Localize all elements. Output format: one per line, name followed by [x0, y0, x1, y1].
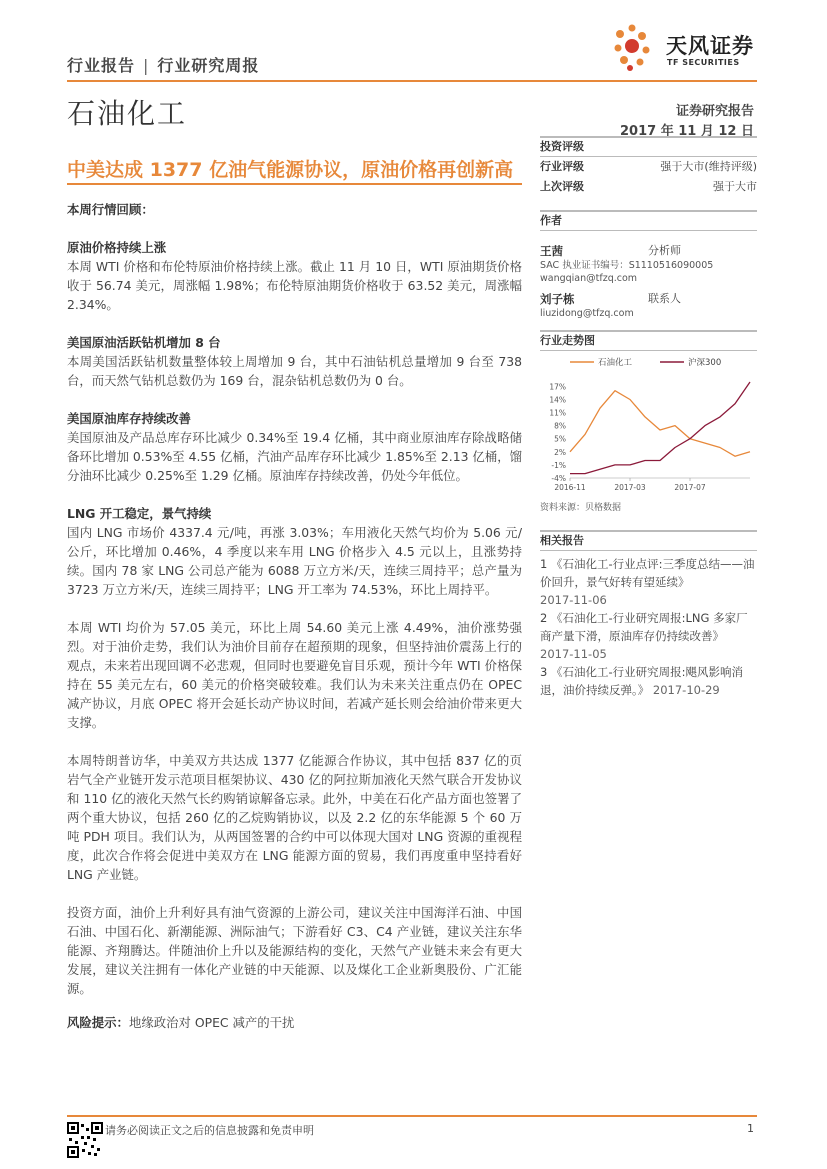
rating-box: [540, 136, 757, 197]
author-name: 王茜: [540, 244, 563, 258]
risk-note: [67, 1013, 294, 1031]
related-box: [540, 530, 757, 699]
legend-label: 沪深300: [688, 358, 722, 368]
industry-title: 石油化工: [67, 97, 188, 130]
report-subtype-label: 行业研究周报: [157, 56, 260, 75]
x-tick-label: 2017-07: [674, 483, 706, 492]
y-tick-label: 14%: [549, 395, 566, 405]
y-tick-label: -4%: [551, 474, 566, 483]
section-title: 美国原油库存持续改善: [67, 411, 191, 426]
section-title: LNG 开工稳定，景气持续: [67, 506, 212, 521]
report-category: [67, 53, 259, 76]
related-report[interactable]: [540, 609, 757, 663]
related-report[interactable]: [540, 663, 757, 699]
related-title: 相关报告: [540, 532, 757, 551]
y-tick-label: 2%: [554, 447, 566, 457]
y-tick-label: 11%: [549, 408, 566, 418]
related-report-date: 2017-10-29: [652, 683, 720, 697]
authors-box: [540, 210, 757, 320]
section-title: 原油价格持续上涨: [67, 240, 167, 255]
author-role: 分析师: [648, 244, 681, 257]
trend-title: 行业走势图: [540, 332, 757, 351]
trend-box: [540, 330, 757, 351]
rating-value: 强于大市(维持评级): [660, 160, 757, 173]
qr-code-icon: [67, 1122, 103, 1158]
headline: 中美达成 1377 亿油气能源协议，原油价格再创新高: [67, 159, 514, 181]
rating-row: [540, 177, 757, 197]
related-report-date: 2017-11-06: [540, 593, 607, 607]
report-type-label: 行业报告: [67, 56, 136, 75]
x-tick-label: 2017-03: [614, 483, 646, 492]
section-text: 本周美国活跃钻机数量整体较上周增加 9 台，其中石油钻机总量增加 9 台至 738 台，而天然气钻机总数仍为 169 台，混杂钻机总数仍为 0 台。: [67, 354, 522, 388]
industry-trend-chart: [540, 350, 757, 495]
main-body: [67, 200, 522, 998]
related-report-date: 2017-11-05: [540, 647, 607, 661]
y-tick-label: 8%: [554, 421, 566, 431]
section-text: 美国原油及产品总库存环比减少 0.34%至 19.4 亿桶，其中商业原油库存除战略储备环比增加 0.53%至 4.55 亿桶，汽油产品库存环比减少 1.85%至 2.13 亿桶，馏分油环比减少 0.25%至 1.29 亿桶。原油库存持续改善，仍处今年低位。: [67, 430, 522, 483]
rating-key: 上次评级: [540, 180, 584, 193]
author-email[interactable]: liuzidong@tfzq.com: [540, 308, 634, 319]
rating-row: [540, 157, 757, 177]
header-separator: |: [143, 56, 150, 75]
series-line: [570, 391, 750, 457]
legend-label: 石油化工: [598, 358, 633, 368]
brand-name-cn: 天风证券: [666, 34, 754, 58]
headline-divider: [67, 183, 522, 185]
section-title: 美国原油活跃钻机增加 8 台: [67, 335, 221, 350]
rating-key: 行业评级: [540, 160, 584, 173]
x-tick-label: 2016-11: [554, 483, 586, 492]
rating-title: 投资评级: [540, 138, 757, 157]
series-line: [570, 382, 750, 474]
author-email[interactable]: wangqian@tfzq.com: [540, 273, 638, 284]
section-text: 本周 WTI 价格和布伦特原油价格持续上涨。截止 11 月 10 日，WTI 原油期货价格收于 56.74 美元，周涨幅 1.98%；布伦特原油期货价格收于 63.52 美元，周涨幅 2.34%。: [67, 259, 522, 312]
related-report-text[interactable]: 3 《石油化工-行业研究周报:飓风影响消退，油价持续反弹。》: [540, 665, 743, 697]
header-divider: [67, 80, 757, 82]
y-tick-label: -1%: [551, 460, 566, 470]
analysis-paragraph: 投资方面，油价上升利好具有油气资源的上游公司，建议关注中国海洋石油、中国石油、中国石化、新潮能源、洲际油气；下游看好 C3、C4 产业链，建议关注东华能源、齐翔腾达。伴随油价上升以及能源结构的变化，天然气产业链未来会有更大发展，建议关注拥有一体化产业链的中天能源、以及煤化工企业新奥股份、广汇能源。: [67, 905, 522, 996]
related-report-text[interactable]: 1 《石油化工-行业点评:三季度总结——油价回升，景气好转有望延续》: [540, 557, 755, 589]
author-row: [540, 291, 757, 307]
author-role: 联系人: [648, 292, 681, 305]
section-text: 国内 LNG 市场价 4337.4 元/吨，再涨 3.03%；车用液化天然气均价为 5.06 元/公斤，环比增加 0.46%，4 季度以来车用 LNG 价格步入 4.5 元以上，且涨势持续。国内 78 家 LNG 公司总产能为 6088 万立方米/天，连续三周持平；总产量为 3723 万立方米/天，连续三周持平；LNG 开工率为 74.53%，环比上周持平。: [67, 525, 522, 597]
y-tick-label: 17%: [549, 382, 566, 392]
analysis-paragraph: 本周 WTI 均价为 57.05 美元，环比上周 54.60 美元上涨 4.49%，油价涨势强烈。对于油价走势，我们认为油价目前存在超预期的现象，但坚持油价震荡上行的观点，未来若出现回调不必悲观，但同时也要避免盲目乐观，预计今年 WTI 价格保持在 55 美元左右，60 美元的价格突破较难。我们认为未来关注重点仍在 OPEC 减产协议，月底 OPEC 将开会延长动产协议时间，若减产延长则会给油价带来更大支撑。: [67, 620, 522, 730]
analysis-paragraph: 本周特朗普访华，中美双方共达成 1377 亿能源合作协议，其中包括 837 亿的页岩气全产业链开发示范项目框架协议、430 亿的阿拉斯加液化天然气联合开发协议和 110 亿的液化天然气长约购销谅解备忘录。此外，中美在石化产品方面也签署了两个重大协议，包括 260 亿的乙烷购销协议，以及 2.2 亿的东华能源 5 个 60 万吨 PDH 项目。我们认为，从两国签署的合约中可以体现大国对 LNG 资源的重视程度，此次合作将会促进中美双方在 LNG 能源方面的贸易，我们再度重申坚持看好 LNG 产业链。: [67, 753, 522, 882]
report-date: 2017 年 11 月 12 日: [620, 124, 754, 139]
chart-source: 资料来源：贝格数据: [540, 503, 622, 513]
footer-disclaimer: 请务必阅读正文之后的信息披露和免责申明: [105, 1124, 314, 1137]
y-tick-label: 5%: [554, 434, 566, 444]
author-row: [540, 243, 757, 259]
rating-value: 强于大市: [713, 180, 757, 193]
related-report[interactable]: [540, 555, 757, 609]
report-kind: 证券研究报告: [675, 104, 754, 119]
risk-text: 地缘政治对 OPEC 减产的干扰: [128, 1015, 295, 1030]
footer-divider: [67, 1115, 757, 1117]
author-name: 刘子栋: [540, 292, 575, 306]
authors-title: 作者: [540, 212, 757, 231]
risk-label: 风险提示：: [67, 1015, 129, 1030]
related-report-text[interactable]: 2 《石油化工-行业研究周报:LNG 多家厂商产量下滑，原油库存仍持续改善》: [540, 611, 748, 643]
brand-name-en: TF SECURITIES: [667, 58, 740, 67]
author-cert: SAC 执业证书编号：S1110516090005: [540, 260, 714, 271]
page-number: 1: [747, 1122, 754, 1135]
review-title: 本周行情回顾：: [67, 202, 154, 217]
